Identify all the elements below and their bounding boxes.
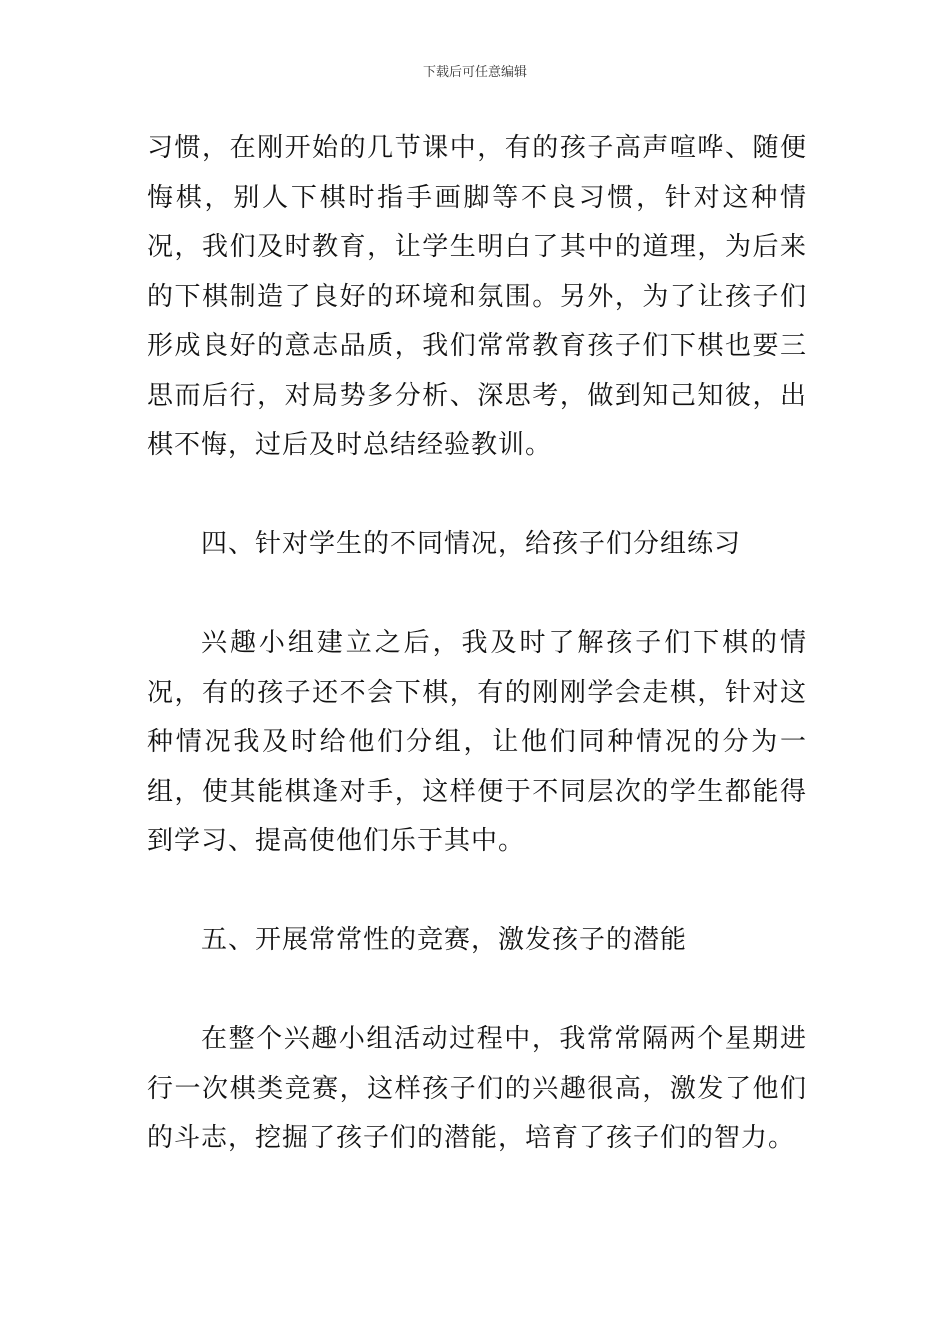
section-heading-four: 四、针对学生的不同情况，给孩子们分组练习 bbox=[201, 529, 742, 559]
page-header-note: 下载后可任意编辑 bbox=[422, 65, 527, 80]
paragraph-gap bbox=[147, 471, 807, 521]
paragraph-grouping: 兴趣小组建立之后，我及时了解孩子们下棋的情况，有的孩子还不会下棋，有的刚刚学会走棋，针对这种情况我及时给他们分组，让他们同种情况的分为一组，使其能棋逢对手，这样便于不同层次的学生都能得到学习、提高使他们乐于其中。 bbox=[147, 628, 807, 856]
paragraph-continued: 习惯，在刚开始的几节课中，有的孩子高声喧哗、随便悔棋，别人下棋时指手画脚等不良习惯，针对这种情况，我们及时教育，让学生明白了其中的道理，为后来的下棋制造了良好的环境和氛围。另外，为了让孩子们形成良好的意志品质，我们常常教育孩子们下棋也要三思而后行，对局势多分析、深思考，做到知己知彼，出棋不悔，过后及时总结经验教训。 bbox=[147, 133, 807, 460]
paragraph-competition: 在整个兴趣小组活动过程中，我常常隔两个星期进行一次棋类竞赛，这样孩子们的兴趣很高，激发了他们的斗志，挖掘了孩子们的潜能，培育了孩子们的智力。 bbox=[147, 1024, 807, 1153]
paragraph-gap bbox=[147, 966, 807, 1016]
document-body bbox=[147, 124, 807, 1164]
paragraph-gap bbox=[147, 867, 807, 917]
paragraph-gap bbox=[147, 570, 807, 620]
section-heading-five: 五、开展常常性的竞赛，激发孩子的潜能 bbox=[201, 925, 688, 955]
